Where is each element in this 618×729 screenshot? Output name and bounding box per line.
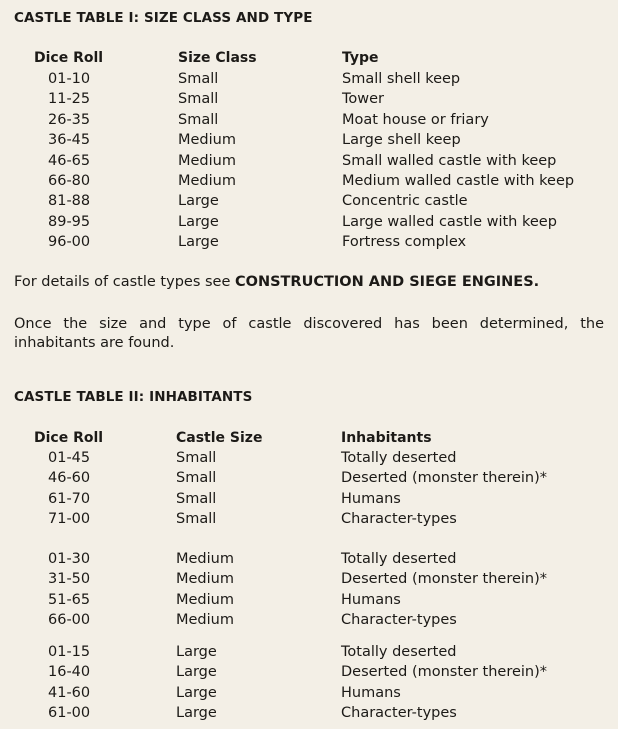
table1-cell-size-class: Large — [178, 234, 219, 251]
table1-cell-size-class: Small — [178, 91, 219, 108]
table2-cell-castle-size: Small — [176, 511, 217, 528]
table1-cell-dice-roll: 36-45 — [48, 132, 91, 149]
table2-header-castle-size: Castle Size — [176, 430, 263, 446]
table2-cell-inhabitants: Character-types — [341, 705, 457, 722]
table2-cell-inhabitants: Deserted (monster therein)* — [341, 571, 548, 588]
table1-cell-size-class: Small — [178, 111, 219, 128]
table1-cell-dice-roll: 66-80 — [48, 173, 91, 189]
table2-cell-dice-roll: 41-60 — [48, 684, 91, 701]
table1-cell-type: Small walled castle with keep — [342, 152, 557, 169]
table2-cell-castle-size: Small — [176, 470, 217, 487]
table1-cell-type: Large walled castle with keep — [342, 213, 557, 230]
table1-cell-size-class: Large — [178, 213, 219, 230]
table2-cell-inhabitants: Character-types — [341, 511, 457, 528]
table2-cell-dice-roll: 01-45 — [48, 450, 91, 466]
table1-cell-dice-roll: 26-35 — [48, 111, 91, 128]
table1-cell-type: Fortress complex — [342, 234, 467, 251]
table2-cell-dice-roll: 01-30 — [48, 551, 91, 567]
table2-cell-inhabitants: Deserted (monster therein)* — [341, 664, 548, 681]
table2-cell-castle-size: Large — [176, 664, 217, 681]
table2-cell-castle-size: Medium — [176, 612, 234, 629]
table1-cell-dice-roll: 46-65 — [48, 152, 91, 169]
table2-cell-dice-roll: 01-15 — [48, 644, 91, 660]
table2-cell-castle-size: Large — [176, 644, 217, 660]
table2-header-dice-roll: Dice Roll — [34, 430, 104, 446]
table1-cell-dice-roll: 01-10 — [48, 71, 91, 87]
table2-cell-inhabitants: Character-types — [341, 612, 457, 629]
table1-header-size-class: Size Class — [178, 50, 257, 66]
cross-reference-construction-siege-engines: CONSTRUCTION AND SIEGE ENGINES. — [234, 274, 540, 290]
table1-title: CASTLE TABLE I: SIZE CLASS AND TYPE — [14, 10, 313, 26]
table2-cell-castle-size: Medium — [176, 591, 234, 608]
table1-cell-type: Concentric castle — [342, 193, 468, 210]
table2-cell-castle-size: Large — [176, 705, 217, 722]
table1-cell-type: Tower — [342, 91, 385, 108]
table1-cell-type: Large shell keep — [342, 132, 461, 149]
table2-cell-inhabitants: Humans — [341, 684, 401, 701]
table2-cell-dice-roll: 51-65 — [48, 591, 91, 608]
table2-cell-dice-roll: 61-00 — [48, 705, 91, 722]
table1-cell-size-class: Small — [178, 71, 219, 87]
table1-cell-dice-roll: 81-88 — [48, 193, 91, 210]
table2-cell-dice-roll: 61-70 — [48, 490, 91, 507]
table2-title: CASTLE TABLE II: INHABITANTS — [14, 389, 253, 405]
table1-cell-size-class: Medium — [178, 173, 236, 189]
table2-cell-inhabitants: Totally deserted — [341, 644, 457, 660]
table2-cell-inhabitants: Deserted (monster therein)* — [341, 470, 548, 487]
table2-cell-castle-size: Medium — [176, 571, 234, 588]
table1-cell-dice-roll: 89-95 — [48, 213, 91, 230]
table2-cell-dice-roll: 46-60 — [48, 470, 91, 487]
table2-cell-castle-size: Large — [176, 684, 217, 701]
table2-cell-inhabitants: Humans — [341, 591, 401, 608]
table1-cell-type: Small shell keep — [342, 71, 461, 87]
table2-cell-inhabitants: Humans — [341, 490, 401, 507]
table1-cell-size-class: Medium — [178, 152, 236, 169]
table2-cell-castle-size: Small — [176, 490, 217, 507]
table2-cell-dice-roll: 16-40 — [48, 664, 91, 681]
table2-cell-dice-roll: 71-00 — [48, 511, 91, 528]
paragraph-castle-types-reference — [14, 273, 604, 292]
table1-cell-dice-roll: 11-25 — [48, 91, 91, 108]
table1-cell-type: Medium walled castle with keep — [342, 173, 575, 189]
table1-cell-size-class: Medium — [178, 132, 236, 149]
paragraph-inhabitants-intro: Once the size and type of castle discovered has been determined, the inhabitants are found. — [14, 316, 604, 351]
table2-cell-castle-size: Medium — [176, 551, 234, 567]
table1-cell-dice-roll: 96-00 — [48, 234, 91, 251]
table2-cell-inhabitants: Totally deserted — [341, 551, 457, 567]
table2-header-inhabitants: Inhabitants — [341, 430, 432, 446]
table1-cell-type: Moat house or friary — [342, 111, 489, 128]
table1-cell-size-class: Large — [178, 193, 219, 210]
table2-cell-castle-size: Small — [176, 450, 217, 466]
table2-cell-dice-roll: 66-00 — [48, 612, 91, 629]
table1-header-type: Type — [342, 50, 379, 66]
table2-cell-inhabitants: Totally deserted — [341, 450, 457, 466]
table1-header-dice-roll: Dice Roll — [34, 50, 104, 66]
table2-cell-dice-roll: 31-50 — [48, 571, 91, 588]
paragraph-text: For details of castle types see — [14, 274, 235, 290]
